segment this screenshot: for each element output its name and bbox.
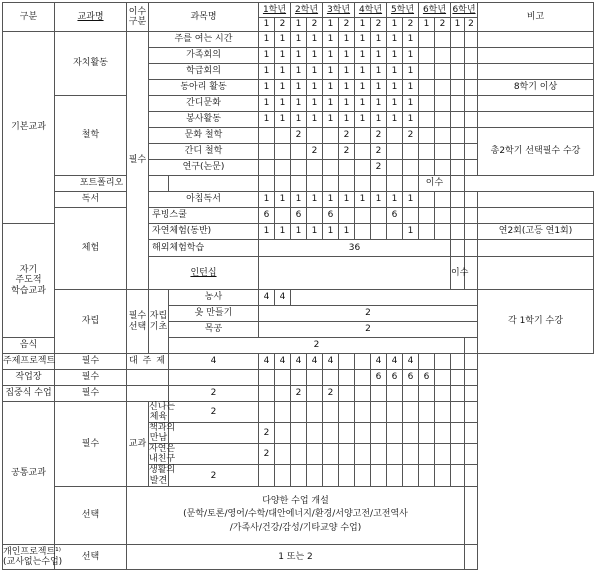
- area-gongtong: 공통교과: [3, 402, 55, 545]
- cell-value: 1: [371, 64, 387, 80]
- header-category: 구분: [3, 3, 55, 32]
- cell-value: 1: [291, 48, 307, 64]
- cell-value: 1: [403, 224, 419, 240]
- cell-value: 1: [275, 48, 291, 64]
- type-required: 필수: [55, 354, 127, 370]
- header-grade-1: 1학년: [259, 3, 291, 18]
- course-c8: 간디 철학: [149, 144, 259, 160]
- course-c13: 자연체험(동반): [149, 224, 259, 240]
- cell-value: 1: [371, 112, 387, 128]
- cell-value: 1: [291, 32, 307, 48]
- cell-value: 1: [339, 96, 355, 112]
- cell-value: 1: [355, 80, 371, 96]
- area-jachi: 자치활동: [55, 32, 127, 96]
- cell-value: 1: [339, 192, 355, 208]
- cell-value: 1: [339, 64, 355, 80]
- cell-value: 4: [323, 354, 339, 370]
- header-grade-5: 5학년: [387, 3, 419, 18]
- area-jaerip: 자립: [55, 290, 127, 354]
- course-c1: 주를 여는 시간: [149, 32, 259, 48]
- semester-1: 1: [387, 18, 403, 32]
- cell-value: 1: [291, 80, 307, 96]
- cell-value: 1: [403, 32, 419, 48]
- category-self: 자기 주도적 학습교과: [3, 224, 55, 338]
- cell-value: 2: [371, 128, 387, 144]
- course-c25: 다양한 수업 개설 (문학/토론/영어/수학/대안에너지/환경/서양고전/고전역사 /가족사/건강/감성/기타교양 수업): [127, 486, 465, 544]
- cell-value: 4: [169, 354, 259, 370]
- semester-2: 2: [339, 18, 355, 32]
- cell-value: 1: [403, 48, 419, 64]
- cell-value: 1: [307, 64, 323, 80]
- cell-value: 1: [259, 32, 275, 48]
- cell-value: 1: [339, 32, 355, 48]
- type-required: 필수: [55, 402, 127, 487]
- cell-value: 4: [307, 354, 323, 370]
- cell-value: 4: [259, 354, 275, 370]
- isu-label: 이수: [451, 257, 465, 290]
- cell-value: 2: [371, 160, 387, 176]
- cell-value: 4: [387, 354, 403, 370]
- course-c12: 루빙스쿨: [149, 208, 259, 224]
- cell-value: 1: [259, 112, 275, 128]
- cell-value: 1: [355, 48, 371, 64]
- course-c15: 인턴십: [149, 257, 259, 290]
- type-req-elec: 필수 선택: [127, 290, 149, 354]
- curriculum-table: [2, 2, 594, 570]
- course-c11: 아침독서: [149, 192, 259, 208]
- cell-value: 1: [387, 64, 403, 80]
- area-jageopjang: 작업장: [3, 370, 55, 386]
- course-c19: 음식: [3, 338, 55, 354]
- area-juje: 주제프로젝트: [3, 354, 55, 370]
- header-grade-2: 2학년: [291, 3, 323, 18]
- cell-value: 1: [339, 80, 355, 96]
- course-c26: 1 또는 2: [127, 544, 465, 569]
- semester-2: 2: [371, 18, 387, 32]
- cell-value: 1: [275, 64, 291, 80]
- cell-value: 36: [259, 240, 451, 257]
- cell-value: 1: [355, 96, 371, 112]
- header-type: 이수 구분: [127, 3, 149, 32]
- course-c4: 동아리 활동: [149, 80, 259, 96]
- cell-value: 4: [403, 354, 419, 370]
- course-c9: 연구(논문): [149, 160, 259, 176]
- cell-value: 1: [371, 48, 387, 64]
- note-n4: 각 1학기 수강: [478, 290, 594, 354]
- semester-2: 2: [403, 18, 419, 32]
- note-n1: 8학기 이상: [478, 80, 594, 96]
- type-elective: 선택: [55, 486, 127, 544]
- cell-value: 6: [371, 370, 387, 386]
- cell-value: 2: [169, 402, 259, 423]
- area-gaein: 개인프로젝트¹⁾ (교사없는수업): [3, 544, 55, 569]
- cell-value: 1: [371, 80, 387, 96]
- cell-value: 1: [291, 192, 307, 208]
- header-grade-4: 4학년: [355, 3, 387, 18]
- cell-value: 4: [291, 354, 307, 370]
- type-elective: 선택: [55, 544, 127, 569]
- cell-value: 1: [403, 80, 419, 96]
- semester-1: 1: [355, 18, 371, 32]
- cell-value: 2: [323, 386, 339, 402]
- cell-value: 1: [387, 96, 403, 112]
- semester-1: 1: [259, 18, 275, 32]
- cell-value: 1: [339, 224, 355, 240]
- cell-value: 6: [403, 370, 419, 386]
- area-cheolhak: 철학: [55, 96, 127, 176]
- cell-value: 1: [307, 224, 323, 240]
- note-n3: 연2회(고등 연1회): [478, 224, 594, 240]
- course-c14: 해외체험학습: [149, 240, 259, 257]
- cell-value: 4: [371, 354, 387, 370]
- semester-1: 1: [323, 18, 339, 32]
- isu-label: 이수: [419, 176, 451, 192]
- cell-value: 1: [307, 96, 323, 112]
- course-c21: 신나는 체육: [149, 402, 176, 423]
- cell-value: 1: [259, 96, 275, 112]
- course-c24: 생활의 발견: [149, 465, 176, 486]
- cell-value: 1: [403, 112, 419, 128]
- cell-value: 2: [291, 128, 307, 144]
- header-grade-6b: 6학년: [451, 3, 478, 18]
- cell-value: 6: [387, 370, 403, 386]
- type-required: 필수: [127, 32, 149, 290]
- cell-value: 6: [259, 208, 275, 224]
- note-n2: 총2학기 선택필수 수강: [478, 128, 594, 176]
- cell-value: 1: [323, 192, 339, 208]
- category-basic: 기본교과: [3, 32, 55, 224]
- cell-value: 1: [387, 48, 403, 64]
- gyogwa-label: 교과: [127, 402, 149, 487]
- cell-value: 1: [307, 80, 323, 96]
- cell-value: 2: [403, 128, 419, 144]
- course-c17: 옷 만들기: [169, 306, 259, 322]
- cell-value: 2: [169, 465, 259, 486]
- semester-1: 1: [451, 18, 465, 32]
- cell-value: 1: [323, 112, 339, 128]
- cell-value: 6: [419, 370, 435, 386]
- course-c5: 간디문화: [149, 96, 259, 112]
- cell-value: 1: [307, 32, 323, 48]
- header-course: 과목명: [149, 3, 259, 32]
- area-dokseo: 독서: [55, 192, 127, 208]
- cell-value: 4: [259, 290, 275, 306]
- header-note: 비고: [478, 3, 594, 32]
- cell-value: 1: [291, 112, 307, 128]
- cell-value: 2: [259, 306, 478, 322]
- cell-value: 2: [307, 144, 323, 160]
- cell-value: 1: [275, 112, 291, 128]
- header-grade-3: 3학년: [323, 3, 355, 18]
- cell-value: 2: [339, 144, 355, 160]
- cell-value: 6: [323, 208, 339, 224]
- type-required: 필수: [55, 386, 127, 402]
- cell-value: 1: [323, 64, 339, 80]
- cell-value: 1: [355, 112, 371, 128]
- cell-value: 1: [307, 112, 323, 128]
- cell-value: 1: [323, 48, 339, 64]
- type-required: 필수: [55, 370, 127, 386]
- semester-2: 2: [465, 18, 478, 32]
- cell-value: 1: [259, 64, 275, 80]
- cell-value: 1: [275, 80, 291, 96]
- cell-value: 1: [323, 224, 339, 240]
- cell-value: 2: [291, 386, 307, 402]
- cell-value: 2: [259, 322, 478, 338]
- cell-value: 6: [291, 208, 307, 224]
- cell-value: 1: [275, 32, 291, 48]
- cell-value: 1: [259, 224, 275, 240]
- semester-1: 1: [291, 18, 307, 32]
- cell-value: 1: [387, 80, 403, 96]
- cell-value: 1: [323, 96, 339, 112]
- cell-value: 1: [259, 48, 275, 64]
- cell-value: 1: [355, 192, 371, 208]
- header-area: 교과명: [55, 3, 127, 32]
- cell-value: 1: [339, 48, 355, 64]
- cell-value: 1: [387, 32, 403, 48]
- cell-value: 1: [323, 80, 339, 96]
- cell-value: 2: [259, 444, 275, 465]
- cell-value: 4: [275, 290, 291, 306]
- course-c6: 봉사활동: [149, 112, 259, 128]
- cell-value: 1: [259, 80, 275, 96]
- cell-value: 1: [275, 192, 291, 208]
- semester-2: 2: [275, 18, 291, 32]
- cell-value: 1: [323, 32, 339, 48]
- cell-value: 1: [403, 192, 419, 208]
- header-grade-6: 6학년: [419, 3, 451, 18]
- cell-value: 1: [291, 224, 307, 240]
- course-c18: 목공: [169, 322, 259, 338]
- cell-value: 1: [387, 112, 403, 128]
- semester-1: 1: [419, 18, 435, 32]
- course-c10: 포트폴리오: [55, 176, 149, 192]
- semester-2: 2: [435, 18, 451, 32]
- cell-value: 2: [169, 338, 465, 354]
- course-c20: 대 주 제: [127, 354, 169, 370]
- cell-value: 1: [291, 96, 307, 112]
- cell-value: 1: [307, 192, 323, 208]
- cell-value: 1: [403, 96, 419, 112]
- cell-value: 1: [387, 192, 403, 208]
- cell-value: 1: [371, 96, 387, 112]
- cell-value: 1: [355, 32, 371, 48]
- cell-value: 1: [371, 192, 387, 208]
- jarip-label: 자립 기초: [149, 290, 169, 354]
- cell-value: 6: [387, 208, 403, 224]
- cell-value: 2: [339, 128, 355, 144]
- course-c2: 가족회의: [149, 48, 259, 64]
- course-c3: 학급회의: [149, 64, 259, 80]
- cell-value: 1: [403, 64, 419, 80]
- cell-value: 2: [169, 386, 259, 402]
- course-c16: 농사: [169, 290, 259, 306]
- cell-value: 1: [339, 112, 355, 128]
- cell-value: 1: [307, 48, 323, 64]
- semester-2: 2: [307, 18, 323, 32]
- cell-value: 1: [371, 32, 387, 48]
- cell-value: 1: [275, 224, 291, 240]
- cell-value: 1: [291, 64, 307, 80]
- cell-value: 1: [355, 64, 371, 80]
- cell-value: 1: [275, 96, 291, 112]
- cell-value: 4: [275, 354, 291, 370]
- course-c23: 자연은 내친구: [149, 444, 176, 465]
- cell-value: 2: [371, 144, 387, 160]
- course-c22: 책과의 만남: [149, 423, 176, 444]
- area-jipjung: 집중식 수업: [3, 386, 55, 402]
- cell-value: 1: [259, 192, 275, 208]
- course-c7: 문화 철학: [149, 128, 259, 144]
- cell-value: 2: [259, 423, 275, 444]
- area-chehum: 체험: [55, 208, 127, 290]
